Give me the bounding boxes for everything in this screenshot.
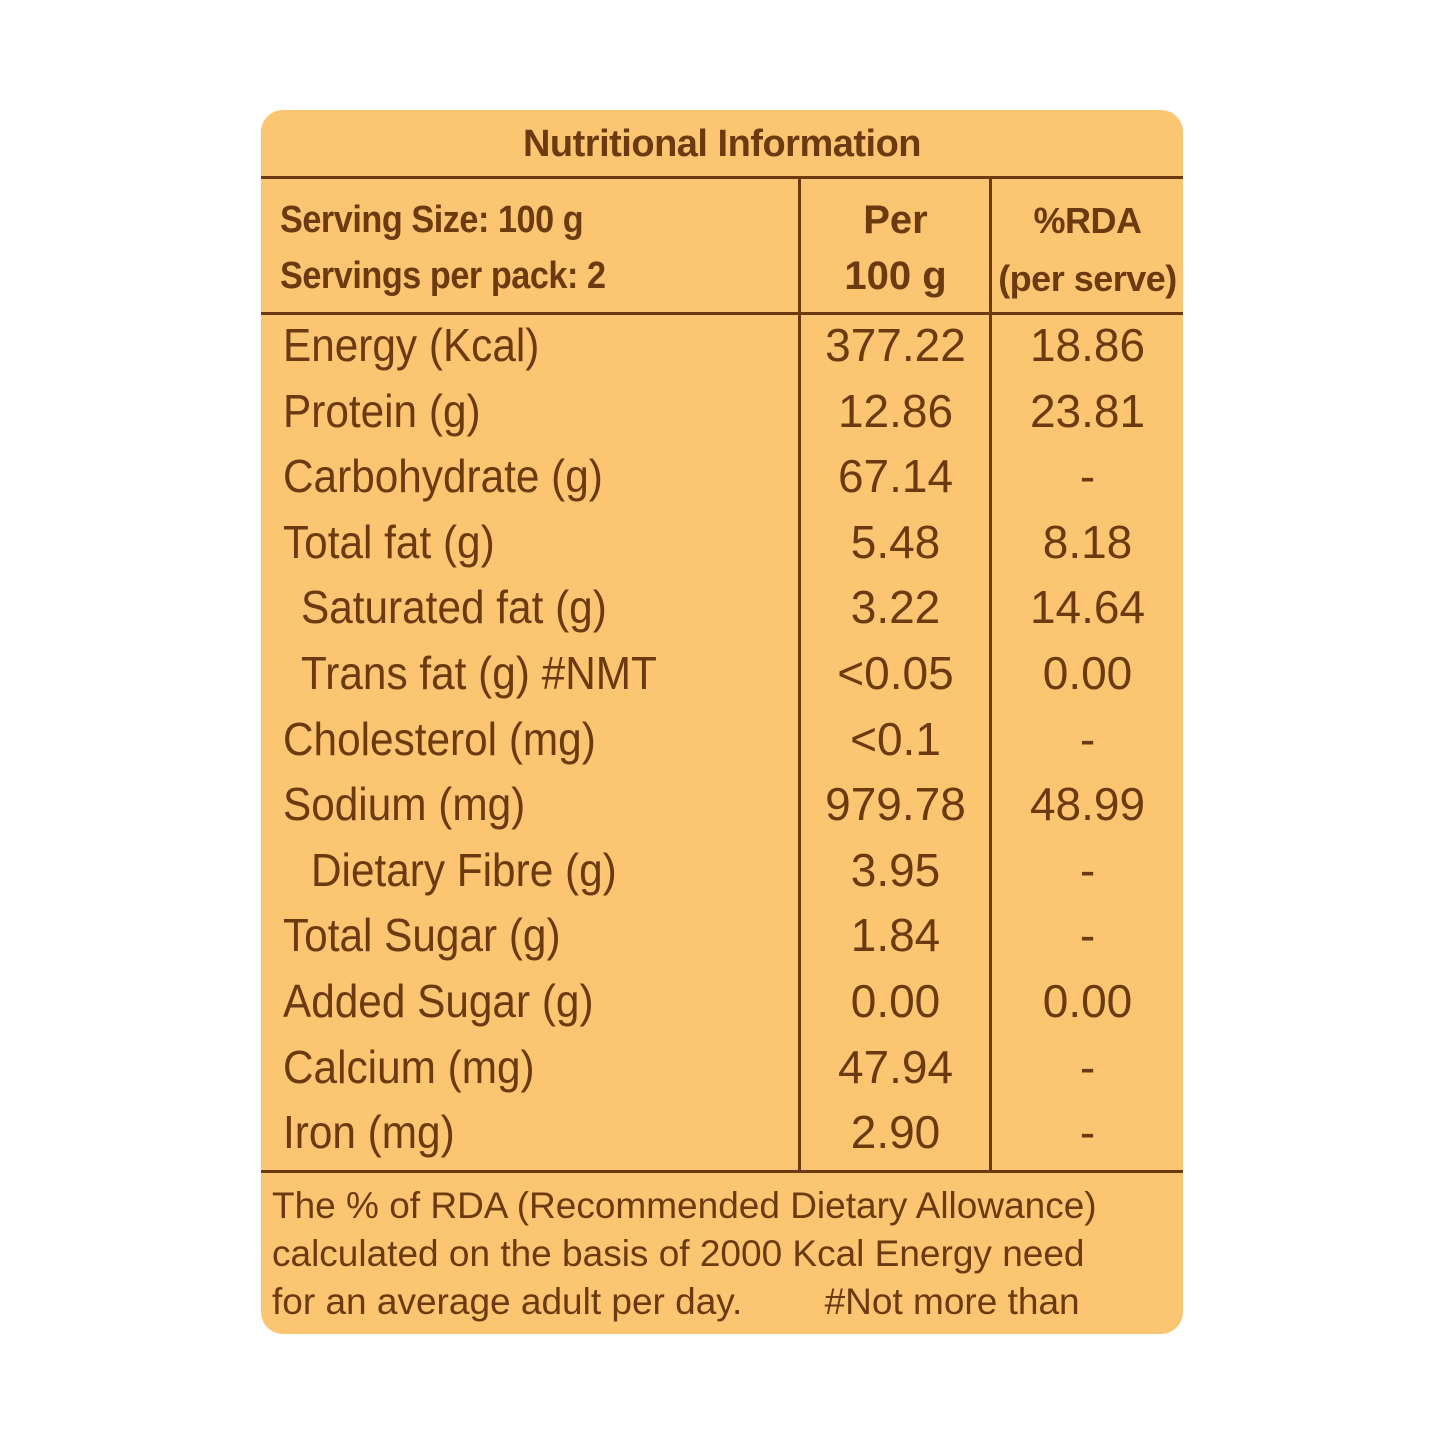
per-100g-value: 2.90 [850,1106,941,1159]
rda-value: - [1079,1040,1096,1093]
per-100g-value: 3.95 [850,843,941,896]
rda-value: - [1079,450,1096,503]
rda-value: 48.99 [1029,778,1146,831]
nutrient-name: Iron (mg) [283,1106,455,1159]
table-row [261,575,1183,641]
table-row [261,969,1183,1035]
nutrient-name: Added Sugar (g) [283,974,594,1027]
servings-per-pack: Servings per pack: 2 [280,255,606,297]
column-header-per-line2: 100 g [844,254,947,298]
rda-value: 23.81 [1029,384,1146,437]
nutrient-name: Saturated fat (g) [301,581,607,634]
per-100g-value: <0.05 [837,646,954,699]
rda-footnote [272,1182,1172,1326]
serving-size: Serving Size: 100 g [280,199,584,241]
table-row [261,1035,1183,1101]
nutrient-name: Cholesterol (mg) [283,712,596,765]
table-row [261,838,1183,904]
table-row [261,379,1183,445]
nutrient-name: Dietary Fibre (g) [311,843,617,896]
table-row [261,772,1183,838]
per-100g-value: 3.22 [850,581,941,634]
nutrient-name: Protein (g) [283,384,481,437]
footnote-line: calculated on the basis of 2000 Kcal Energy need [272,1233,1085,1274]
nutrient-name: Total fat (g) [283,515,495,568]
rda-value: 8.18 [1042,515,1133,568]
table-row [261,510,1183,576]
table-row [261,1100,1183,1166]
nutrient-table [261,313,1183,1166]
rda-value: - [1079,909,1096,962]
table-row [261,641,1183,707]
table-row [261,444,1183,510]
footnote-line: The % of RDA (Recommended Dietary Allowance) [272,1185,1097,1226]
rda-value: - [1079,843,1096,896]
rda-value: - [1079,1106,1096,1159]
column-header-rda-line2: (per serve) [998,258,1177,299]
per-100g-value: 979.78 [825,778,966,831]
nutrient-name: Calcium (mg) [283,1040,535,1093]
nutrient-name: Sodium (mg) [283,778,526,831]
per-100g-value: 1.84 [850,909,941,962]
per-100g-value: 5.48 [850,515,941,568]
rda-value: 14.64 [1029,581,1146,634]
nutrition-panel [261,110,1183,1334]
rda-value: 18.86 [1029,319,1146,371]
per-100g-value: 0.00 [850,974,941,1027]
column-header-rda [992,192,1183,308]
per-100g-value: <0.1 [850,712,941,765]
per-100g-value: 377.22 [825,319,966,371]
table-row [261,313,1183,379]
panel-title: Nutritional Information [522,122,922,165]
per-100g-value: 12.86 [837,384,954,437]
nutrient-name: Trans fat (g) #NMT [301,646,657,699]
table-row [261,707,1183,773]
rda-value: 0.00 [1042,974,1133,1027]
footnote-line: for an average adult per day. #Not more than [272,1281,1080,1322]
nutrient-name: Energy (Kcal) [283,319,540,371]
nutrient-name: Total Sugar (g) [283,909,561,962]
per-100g-value: 47.94 [837,1040,954,1093]
footer-divider [261,1170,1183,1173]
table-row [261,903,1183,969]
rda-value: - [1079,712,1096,765]
column-header-rda-line1: %RDA [1033,200,1142,241]
rda-value: 0.00 [1042,646,1133,699]
column-header-per-100g [801,192,990,304]
title-divider [261,176,1183,179]
serving-info [280,192,606,304]
column-header-per-line1: Per [863,198,928,242]
nutrient-name: Carbohydrate (g) [283,450,603,503]
per-100g-value: 67.14 [837,450,954,503]
